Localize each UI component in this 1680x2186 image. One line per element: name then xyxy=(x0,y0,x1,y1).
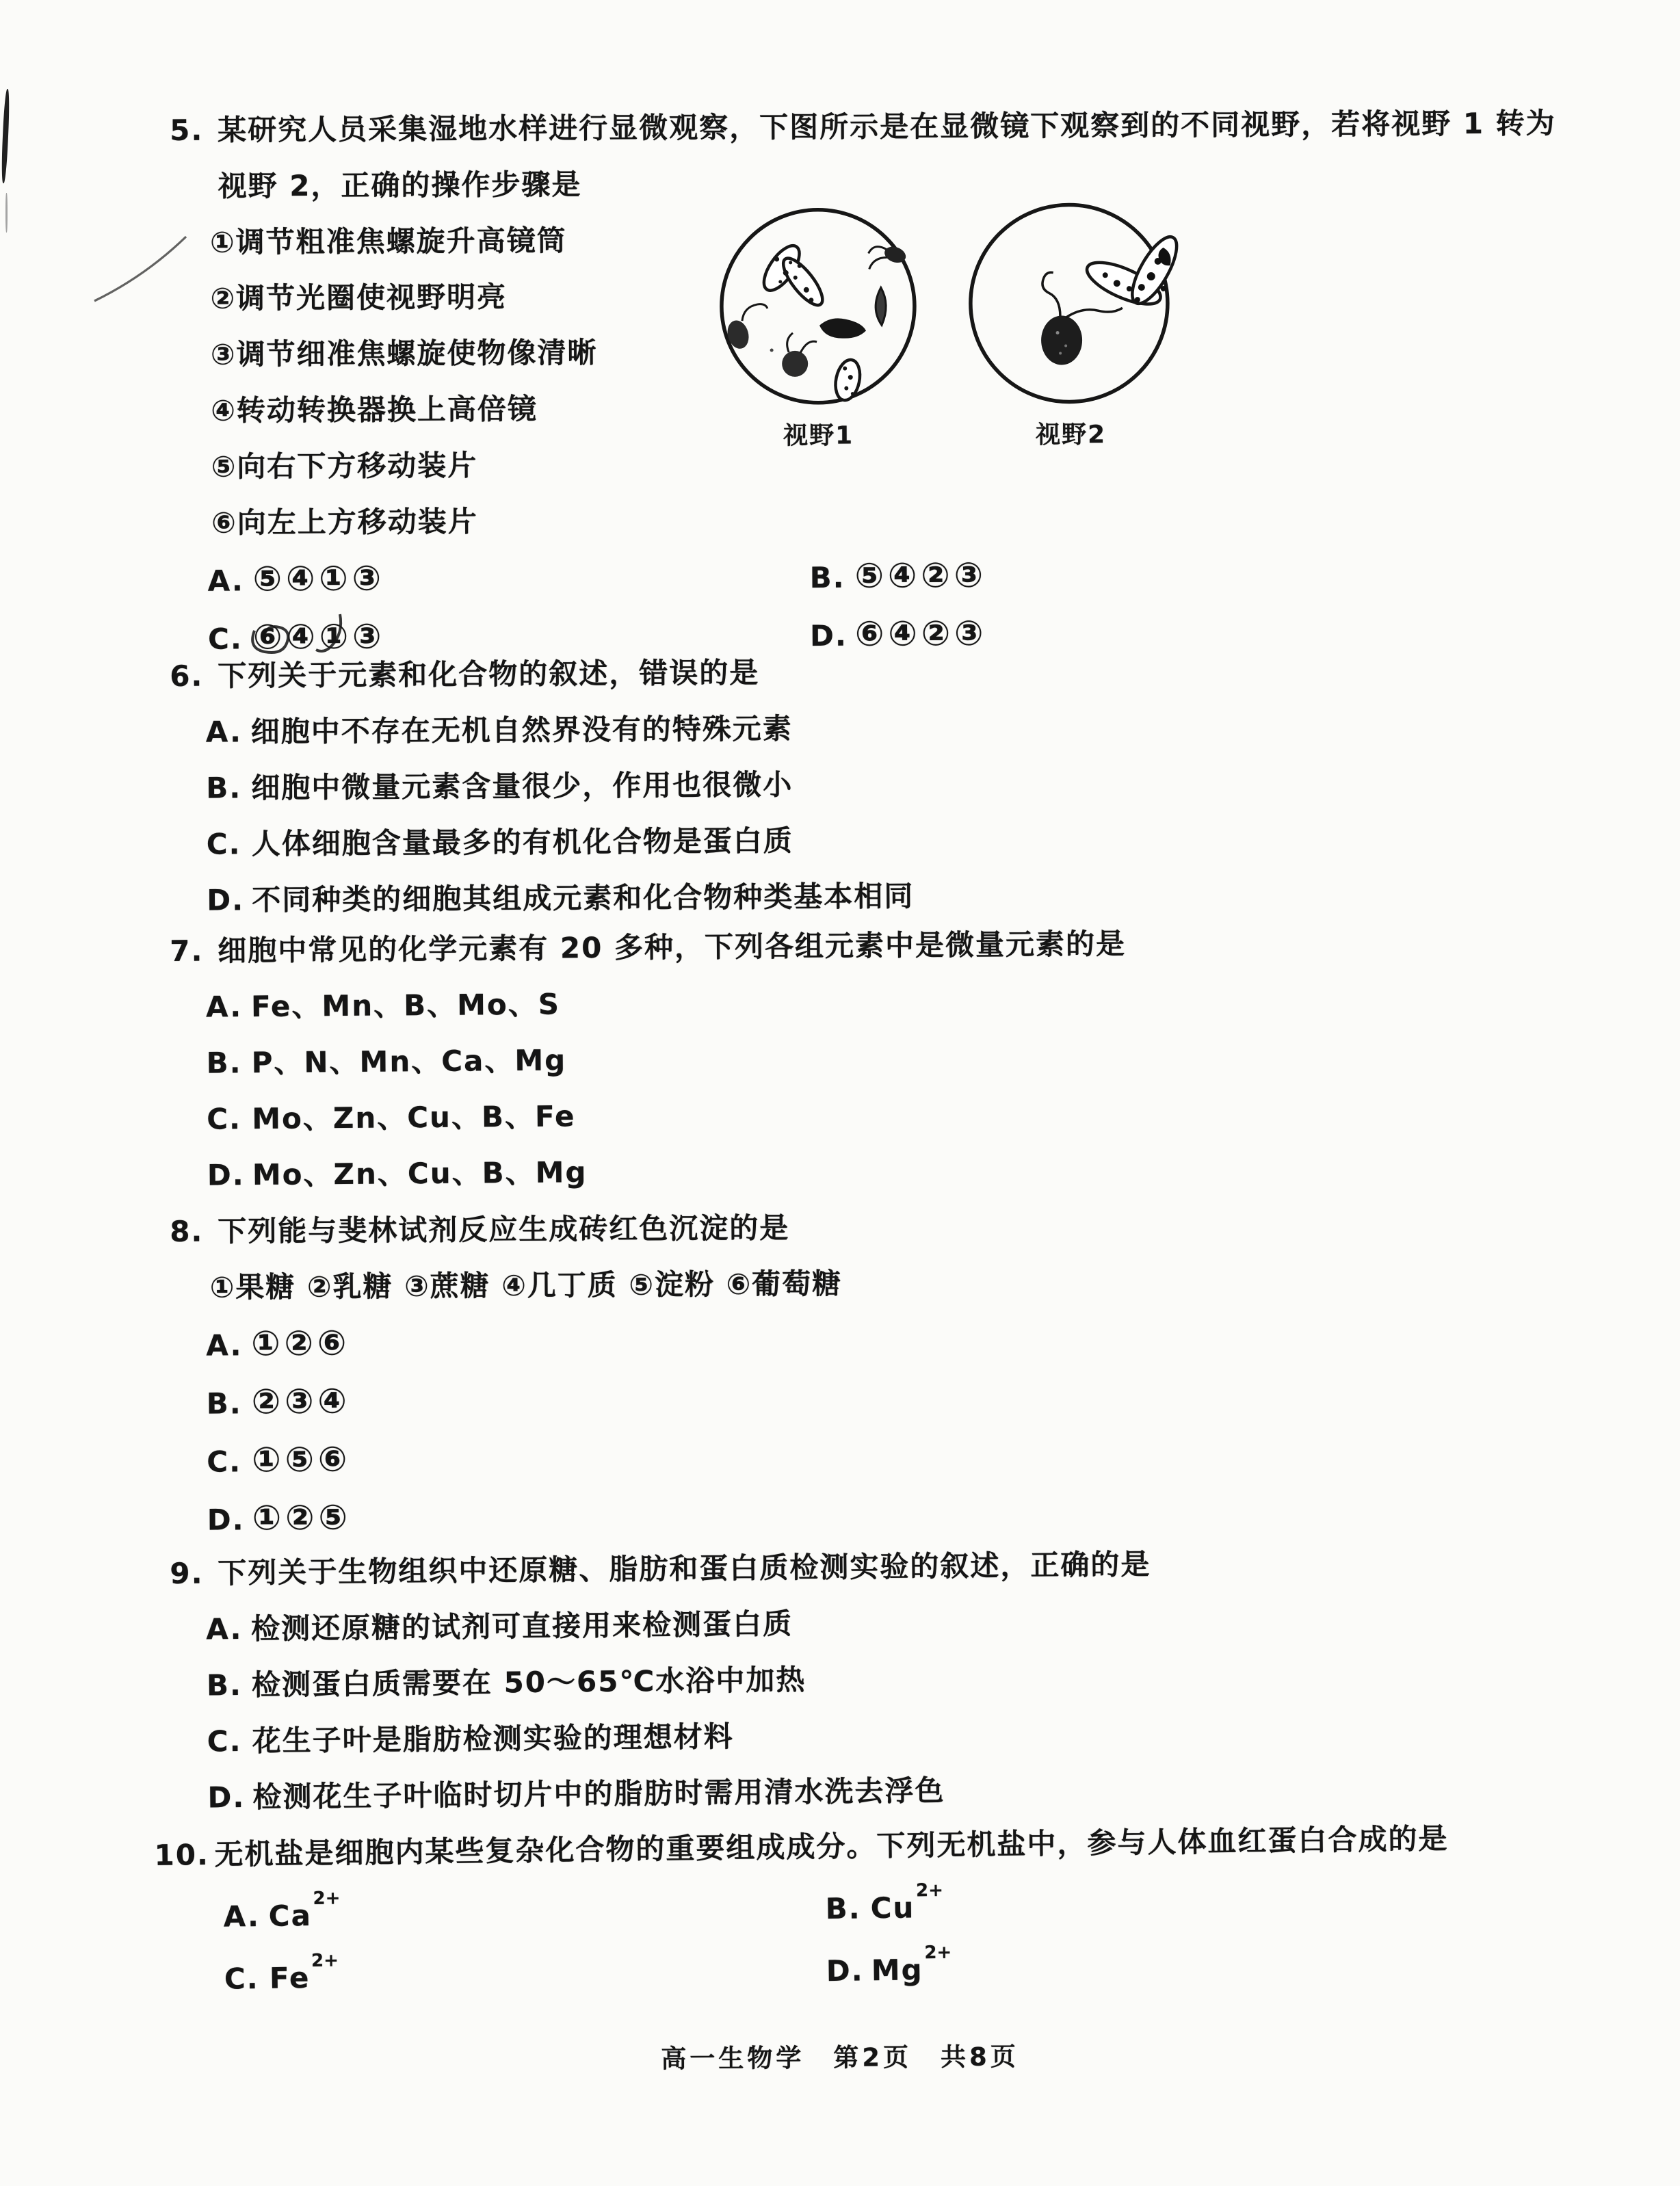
option-label: D. xyxy=(207,1780,246,1815)
option-label: C. xyxy=(207,1724,242,1759)
microscope-views-figure xyxy=(711,199,1218,452)
option-label: A. xyxy=(223,1899,261,1934)
option-c xyxy=(171,1424,1546,1490)
field-of-view-1 xyxy=(711,200,925,451)
question-text-line1: 某研究人员采集湿地水样进行显微观察，下图所示是在显微镜下观察到的不同视野，若将视野 1 转为 xyxy=(218,106,1556,147)
option-c xyxy=(171,1081,1547,1148)
question-text: 细胞中常见的化学元素有 20 多种，下列各组元素中是微量元素的是 xyxy=(218,927,1127,968)
option-value: 花生子叶是脂肪检测实验的理想材料 xyxy=(252,1720,734,1758)
option-label: A. xyxy=(206,1328,243,1362)
option-label: C. xyxy=(206,827,241,861)
field-of-view-2-illustration xyxy=(957,199,1183,413)
option-value: 检测花生子叶临时切片中的脂肪时需用清水洗去浮色 xyxy=(252,1774,945,1814)
field-of-view-1-illustration xyxy=(711,200,925,414)
question-number: 10. xyxy=(154,1837,210,1872)
ion-charge: 2+ xyxy=(313,1888,341,1909)
flagellate-microbe-icon xyxy=(770,333,817,377)
question-number: 8. xyxy=(170,1214,204,1248)
scan-edge-artifact xyxy=(1,89,10,183)
step-text: ④转动转换器换上高倍镜 xyxy=(211,392,538,427)
scan-edge-artifact-2 xyxy=(5,193,8,233)
ion-symbol: Fe xyxy=(269,1961,311,1995)
question-6-title xyxy=(170,640,1545,704)
field-of-view-1-label: 视野1 xyxy=(783,421,854,450)
option-label: C. xyxy=(224,1962,260,1996)
option-label: B. xyxy=(825,1891,861,1926)
option-value: 不同种类的细胞其组成元素和化合物种类基本相同 xyxy=(252,879,915,917)
option-label: D. xyxy=(826,1953,864,1988)
option-a xyxy=(170,969,1546,1036)
step-text: ②调节光圈使视野明亮 xyxy=(210,280,508,315)
option-label: A. xyxy=(205,715,243,749)
question-number: 7. xyxy=(170,934,204,968)
question-number: 6. xyxy=(170,659,204,693)
option-value: 细胞中微量元素含量很少，作用也很微小 xyxy=(251,767,793,805)
option-label: D. xyxy=(809,618,848,653)
question-8 xyxy=(170,1196,1547,1549)
option-label: C. xyxy=(207,1445,242,1479)
field-of-view-2-label: 视野2 xyxy=(1035,421,1107,449)
question-text: 无机盐是细胞内某些复杂化合物的重要组成成分。下列无机盐中，参与人体血红蛋白合成的是 xyxy=(214,1821,1449,1871)
question-text: 下列关于元素和化合物的叙述，错误的是 xyxy=(218,655,760,693)
question-9 xyxy=(170,1533,1547,1826)
option-label: A. xyxy=(205,1611,243,1646)
ion-symbol: Cu xyxy=(870,1891,915,1925)
option-value: 检测还原糖的试剂可直接用来检测蛋白质 xyxy=(250,1607,793,1646)
question-text-line2: 视野 2，正确的操作步骤是 xyxy=(218,167,582,203)
option-label: D. xyxy=(207,1158,245,1192)
option-c xyxy=(224,1937,826,2007)
speckled-microbe-icon xyxy=(757,240,829,311)
question-7-title xyxy=(170,912,1545,979)
option-value: Mo、Zn、Cu、B、Mg xyxy=(252,1155,588,1192)
option-b xyxy=(170,752,1545,817)
option-d xyxy=(172,1137,1547,1204)
option-b xyxy=(171,1366,1546,1432)
step-item xyxy=(172,488,1547,551)
question-10-options xyxy=(155,1866,1531,2008)
question-7 xyxy=(170,912,1547,1204)
option-label: C. xyxy=(207,1102,242,1136)
option-a xyxy=(223,1875,826,1945)
option-value: 细胞中不存在无机自然界没有的特殊元素 xyxy=(250,711,793,749)
dark-microbe-icon xyxy=(819,318,866,339)
option-c xyxy=(171,808,1546,873)
option-label: B. xyxy=(206,1046,242,1080)
question-5-title xyxy=(170,95,1556,159)
option-a xyxy=(170,1308,1545,1374)
option-value: P、N、Mn、Ca、Mg xyxy=(251,1043,567,1080)
option-value: 人体细胞含量最多的有机化合物是蛋白质 xyxy=(251,824,793,861)
question-text: 下列能与斐林试剂反应生成砖红色沉淀的是 xyxy=(218,1211,790,1248)
page-footer: 高一生物学 第2页 共8页 xyxy=(661,2042,1019,2074)
option-label: B. xyxy=(206,1668,243,1702)
ion-charge: 2+ xyxy=(924,1942,952,1964)
step-text: ⑥向左上方移动装片 xyxy=(211,504,478,540)
ion-charge: 2+ xyxy=(311,1950,339,1972)
ion-symbol: Ca xyxy=(268,1898,313,1933)
option-b xyxy=(809,544,1547,606)
option-a xyxy=(170,696,1545,761)
option-label: B. xyxy=(809,560,845,595)
question-text: 下列关于生物组织中还原糖、脂肪和蛋白质检测实验的叙述，正确的是 xyxy=(218,1547,1151,1590)
question-8-title xyxy=(170,1196,1545,1260)
question-10 xyxy=(154,1810,1531,2008)
question-8-items: ①果糖 ②乳糖 ③蔗糖 ④几丁质 ⑤淀粉 ⑥葡萄糖 xyxy=(209,1266,843,1304)
edge-microbe-icon xyxy=(869,243,908,269)
speckled-microbe-icon xyxy=(832,358,863,403)
option-value: Fe、Mn、B、Mo、S xyxy=(250,987,561,1024)
option-label: A. xyxy=(205,990,243,1024)
option-value: Mo、Zn、Cu、B、Fe xyxy=(252,1099,576,1136)
option-value: ⑤④①③ xyxy=(252,558,386,599)
option-value: ①②⑤ xyxy=(252,1497,352,1538)
option-value: 检测蛋白质需要在 50～65℃水浴中加热 xyxy=(251,1663,806,1702)
ion-charge: 2+ xyxy=(915,1880,944,1901)
question-number: 5. xyxy=(170,113,204,147)
field-of-view-2 xyxy=(957,199,1183,451)
question-6 xyxy=(170,640,1546,929)
option-label: B. xyxy=(206,771,242,805)
option-value: ⑥④①③ xyxy=(252,616,386,657)
option-value: ⑥④②③ xyxy=(854,613,988,654)
step-text: ③调节细准焦螺旋使物像清晰 xyxy=(210,335,598,371)
option-label: C. xyxy=(207,622,244,656)
option-label: A. xyxy=(207,564,245,598)
option-label: D. xyxy=(207,883,245,917)
option-value: ②③④ xyxy=(251,1381,351,1422)
option-value: ①⑤⑥ xyxy=(252,1439,352,1480)
option-value: ①②⑥ xyxy=(251,1323,351,1364)
option-label: B. xyxy=(206,1386,242,1421)
option-value: ⑤④②③ xyxy=(854,555,988,596)
step-text: ①调节粗准焦螺旋升高镜筒 xyxy=(209,223,567,259)
option-b xyxy=(825,1866,1530,1937)
option-b xyxy=(170,1025,1546,1092)
option-d xyxy=(826,1928,1531,1999)
ion-symbol: Mg xyxy=(871,1953,923,1988)
step-text: ⑤向右下方移动装片 xyxy=(211,448,478,484)
option-label: D. xyxy=(207,1503,245,1537)
lens-microbe-icon xyxy=(876,287,886,325)
question-number: 9. xyxy=(170,1556,204,1590)
option-a xyxy=(207,548,809,609)
